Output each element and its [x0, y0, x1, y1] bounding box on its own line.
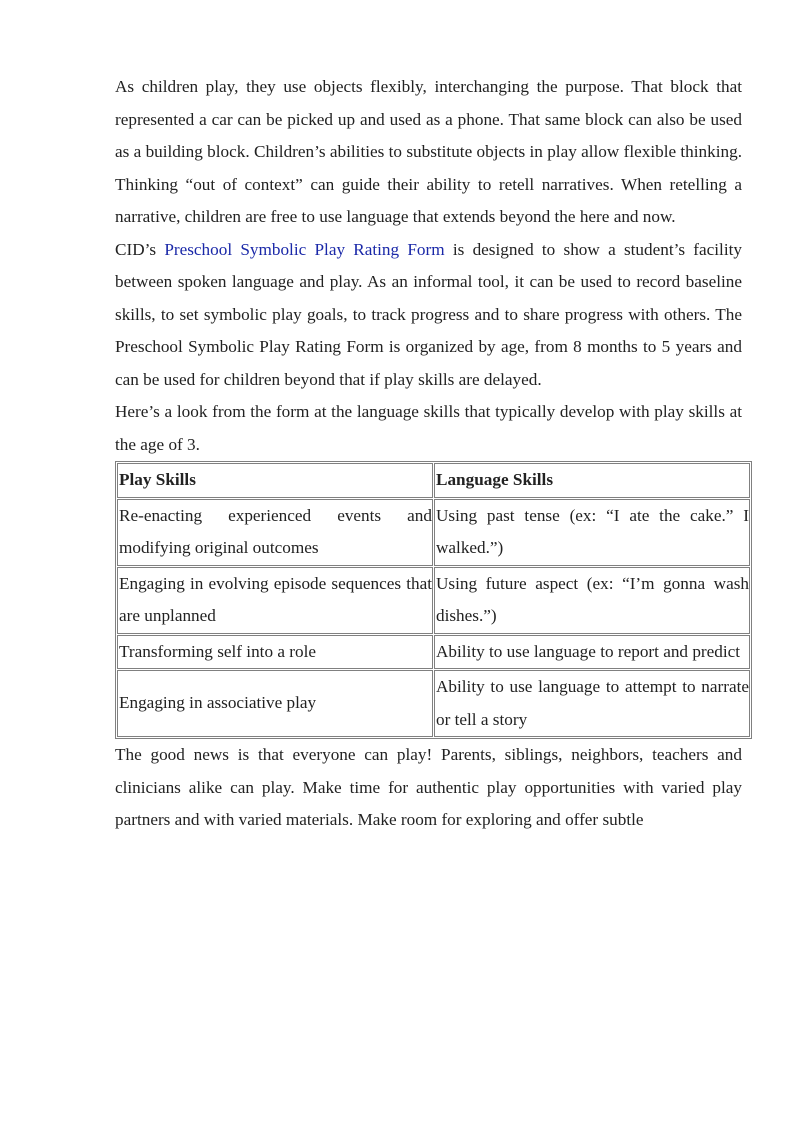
paragraph-rating-form-intro: CID’s [115, 239, 165, 259]
language-skill-cell: Ability to use language to report and predict [434, 635, 750, 670]
language-skill-cell: Using past tense (ex: “I ate the cake.” I walked.”) [434, 499, 750, 566]
play-skill-cell: Re-enacting experienced events and modifying original outcomes [117, 499, 433, 566]
language-skill-cell: Ability to use language to attempt to narrate or tell a story [434, 670, 750, 737]
paragraph-rating-form [115, 234, 742, 397]
paragraph-object-substitution: As children play, they use objects flexibly, interchanging the purpose. That block that represented a car can be picked up and used as a phone. That same block can also be used as a building block. Children’s abilities to substitute objects in play allow flexible thinking. Thinking “out of context” can guide their ability to retell narratives. When retelling a narrative, children are free to use language that extends beyond the here and now. [115, 77, 742, 226]
header-play-skills: Play Skills [117, 463, 433, 498]
skills-table-wrapper [115, 461, 751, 739]
paragraph-rating-form-body: is designed to show a student’s facility between spoken language and play. As an informal tool, it can be used to record baseline skills, to set symbolic play goals, to track progress and to share progress with others. The Preschool Symbolic Play Rating Form is organized by age, from 8 months to 5 years and can be used for children beyond that if play skills are delayed. [115, 239, 742, 389]
play-skill-cell: Transforming self into a role [117, 635, 433, 670]
language-skill-cell: Using future aspect (ex: “I’m gonna wash dishes.”) [434, 567, 750, 634]
table-row [117, 567, 750, 634]
table-row [117, 499, 750, 566]
table-row [117, 670, 750, 737]
table-header-row [117, 463, 750, 498]
play-skill-cell: Engaging in associative play [117, 670, 433, 737]
paragraph-everyone-can-play: The good news is that everyone can play! Parents, siblings, neighbors, teachers and clinicians alike can play. Make time for authentic play opportunities with varied play partners and with varied materials. Make room for exploring and offer subtle [115, 745, 742, 829]
table-row [117, 635, 750, 670]
rating-form-link[interactable]: Preschool Symbolic Play Rating Form [164, 239, 445, 259]
document-page [115, 71, 749, 837]
header-language-skills: Language Skills [434, 463, 750, 498]
paragraph-table-intro: Here’s a look from the form at the language skills that typically develop with play skills at the age of 3. [115, 402, 742, 454]
skills-table [115, 461, 752, 739]
play-skill-cell: Engaging in evolving episode sequences that are unplanned [117, 567, 433, 634]
